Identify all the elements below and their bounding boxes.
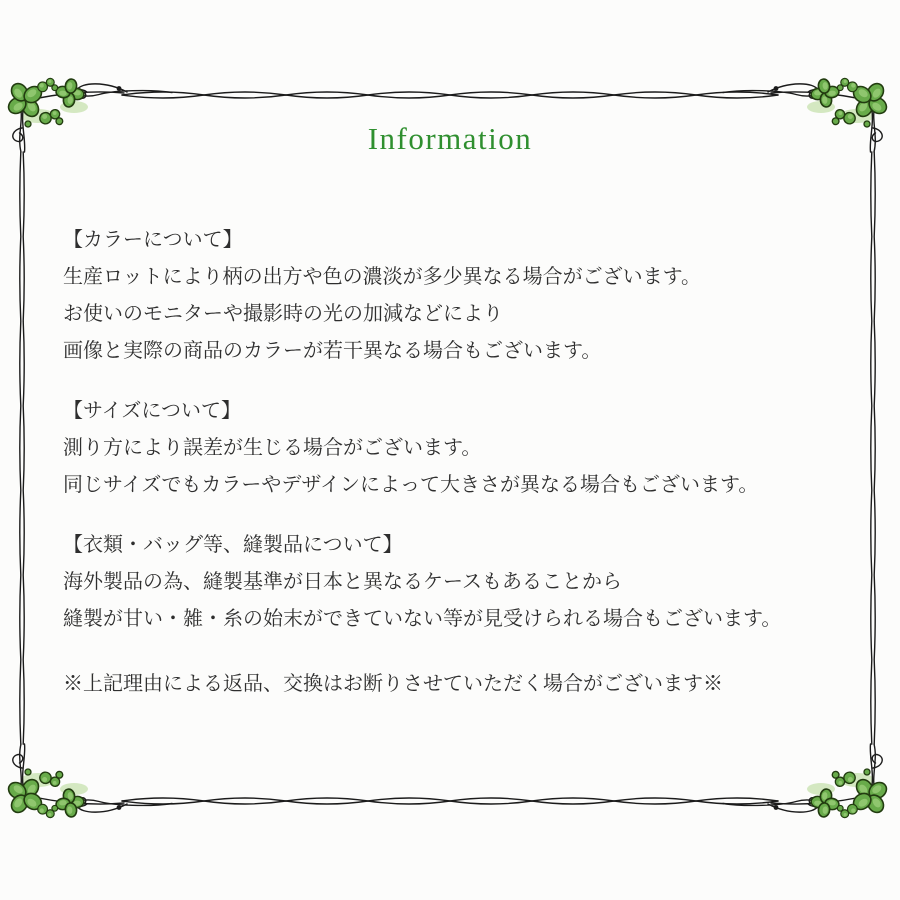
section-line: お使いのモニターや撮影時の光の加減などにより xyxy=(63,303,503,325)
corner-bottom-right xyxy=(723,744,893,821)
section-size xyxy=(63,393,860,504)
section-line: 画像と実際の商品のカラーが若干異なる場合もございます。 xyxy=(63,340,602,362)
section-line: 縫製が甘い・雑・糸の始末ができていない等が見受けられる場合もございます。 xyxy=(63,608,782,630)
info-text xyxy=(63,222,860,703)
section-heading: 【衣類・バッグ等、縫製品について】 xyxy=(63,534,403,556)
returns-notice: ※上記理由による返品、交換はお断りさせていただく場合がございます※ xyxy=(63,673,723,695)
section-line: 測り方により誤差が生じる場合がございます。 xyxy=(63,437,482,459)
section-color xyxy=(63,222,860,370)
border-bottom xyxy=(122,798,778,804)
corner-bottom-left xyxy=(2,744,172,821)
border-right xyxy=(871,152,875,744)
border-left xyxy=(20,152,24,744)
border-top xyxy=(122,92,778,98)
section-line: 海外製品の為、縫製基準が日本と異なるケースもあることから xyxy=(63,571,622,593)
page-title: Information xyxy=(367,121,533,156)
section-line: 生産ロットにより柄の出方や色の濃淡が多少異なる場合がございます。 xyxy=(63,266,701,288)
section-sewing xyxy=(63,527,860,638)
section-heading: 【サイズについて】 xyxy=(63,400,241,422)
section-line: 同じサイズでもカラーやデザインによって大きさが異なる場合もございます。 xyxy=(63,474,759,496)
section-heading: 【カラーについて】 xyxy=(63,229,243,251)
